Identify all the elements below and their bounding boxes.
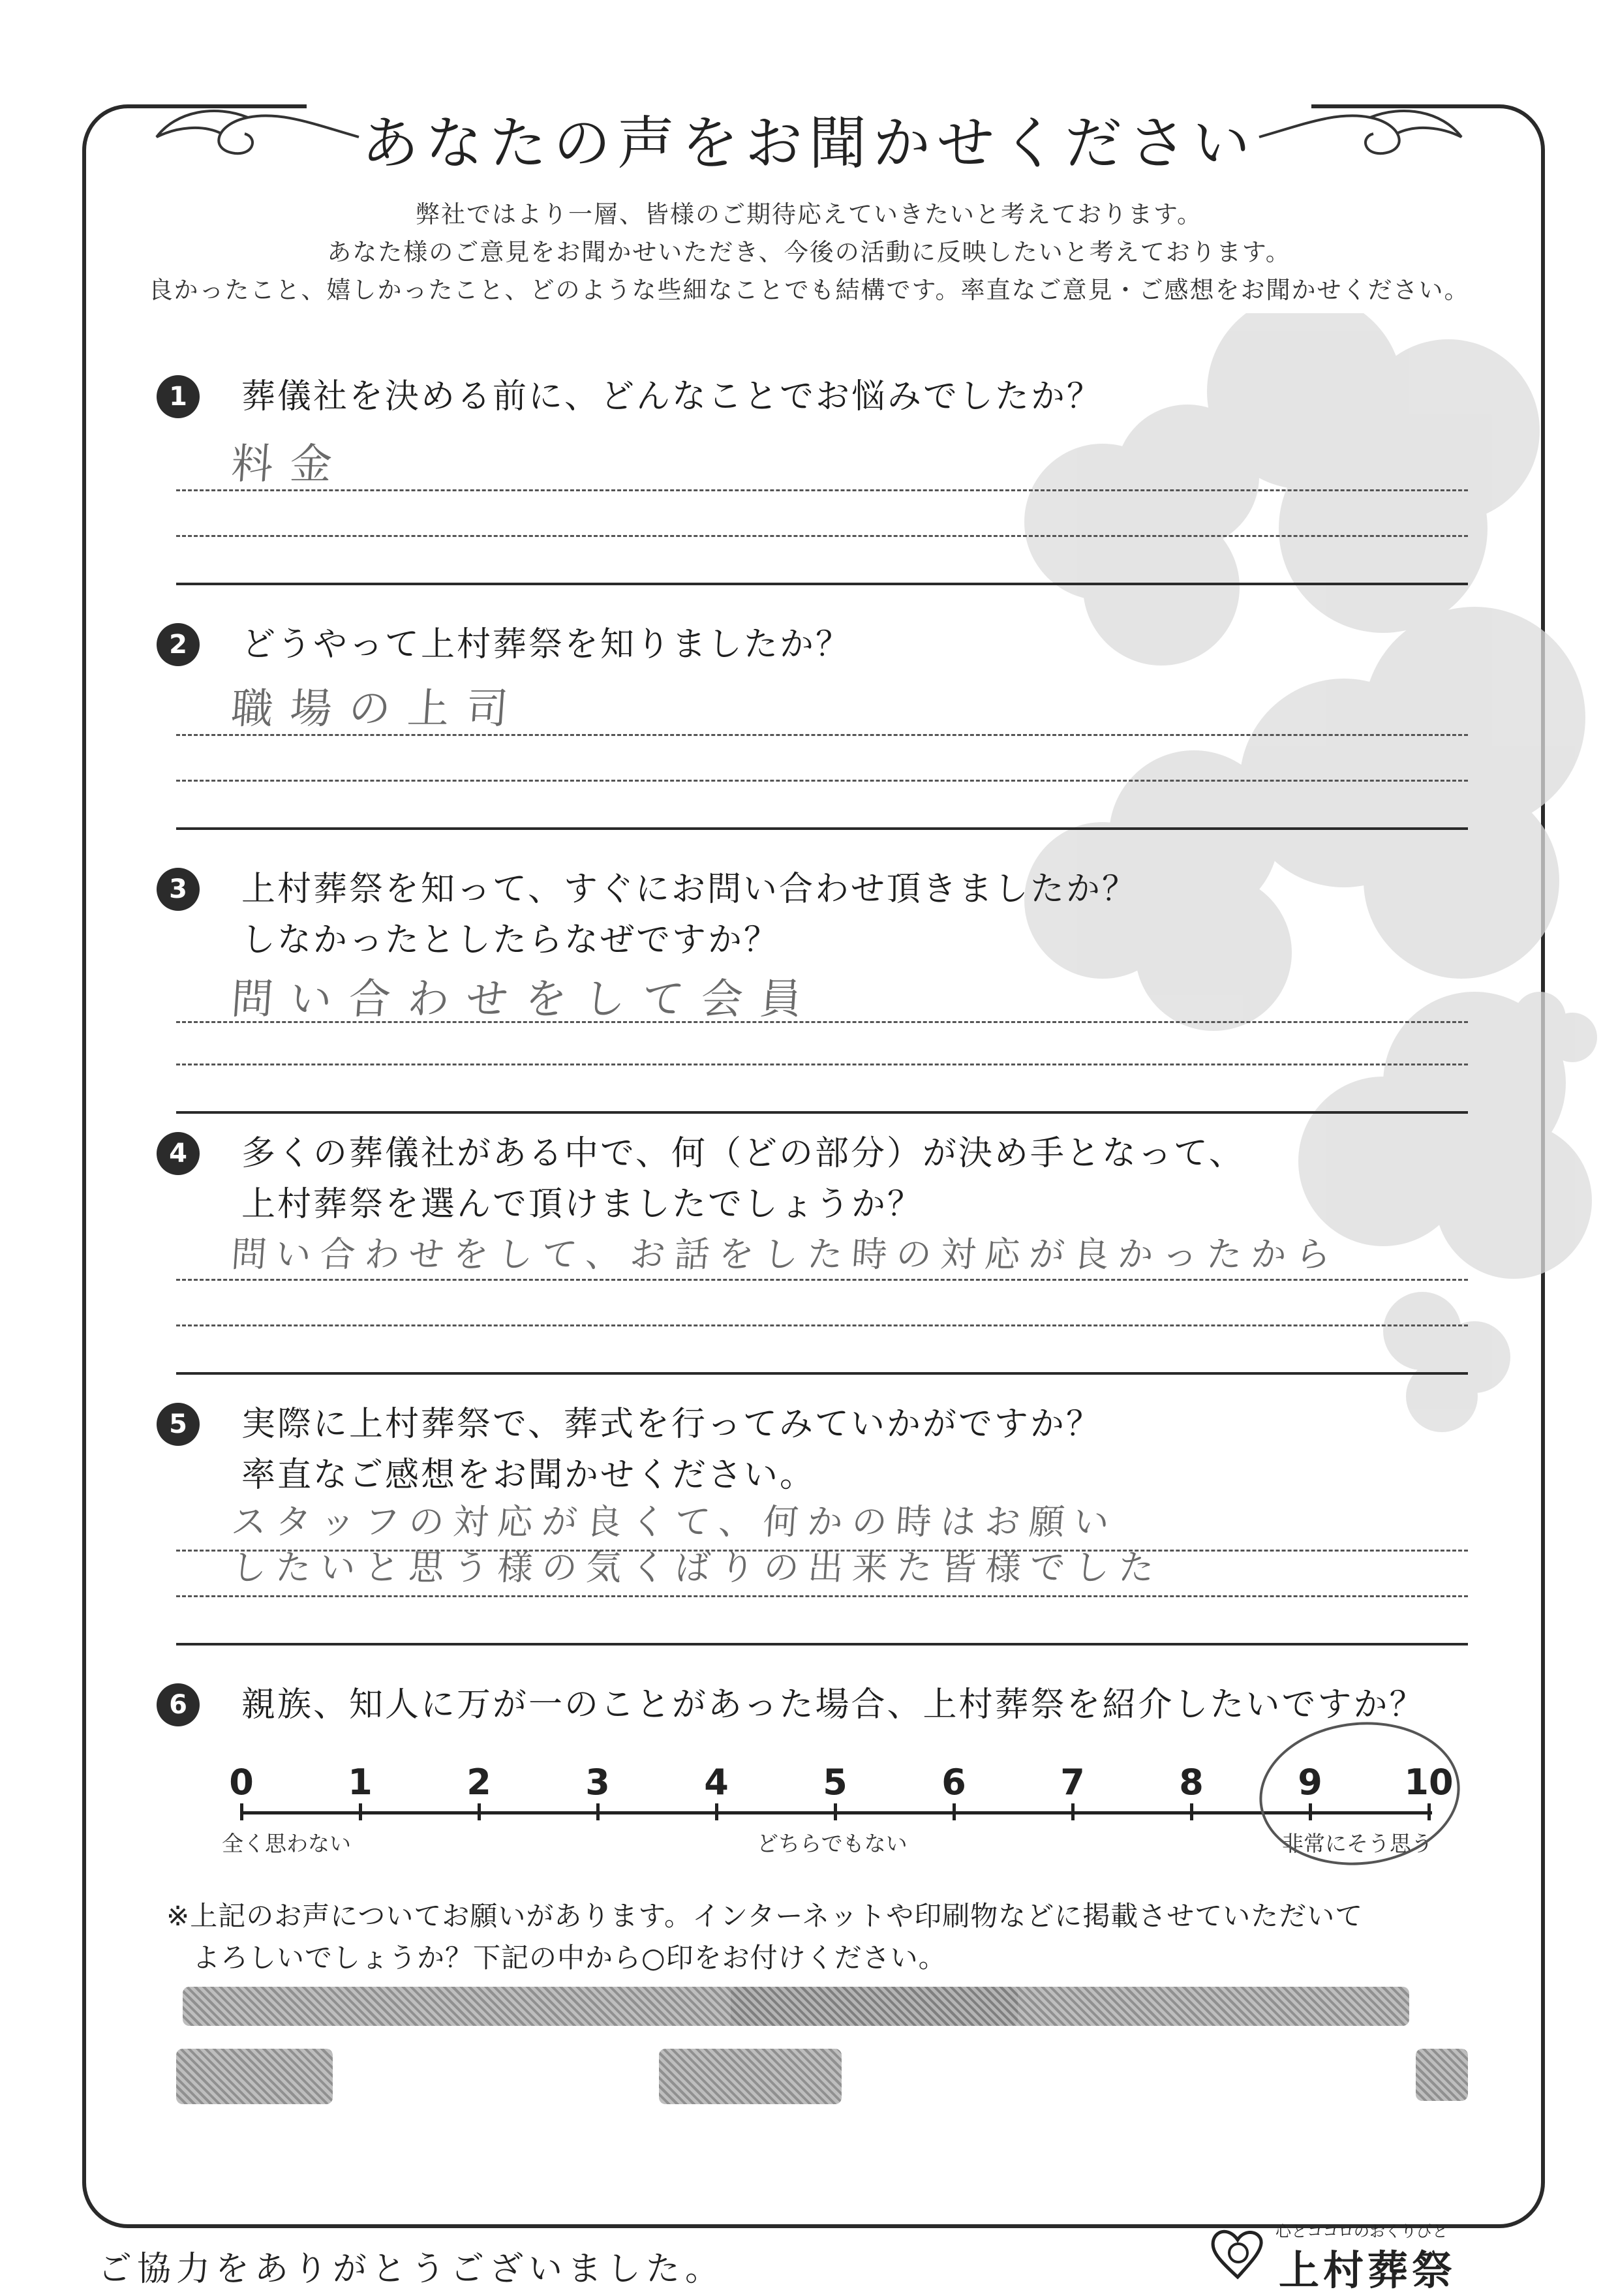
scale-number[interactable]: 10: [1404, 1762, 1454, 1803]
scale-number[interactable]: 2: [466, 1762, 491, 1803]
question-number-badge: 3: [157, 868, 200, 911]
section-divider: [176, 827, 1468, 830]
intro-line: 良かったこと、嬉しかったこと、どのような些細なことでも結構です。率直なご意見・ご感想をお聞かせください。: [148, 276, 1470, 304]
scale-tick: [834, 1803, 837, 1820]
redacted-area: [1416, 2049, 1468, 2101]
redacted-area: [731, 1987, 1409, 2026]
intro-text: [0, 196, 1618, 309]
section-divider: [176, 1111, 1468, 1114]
scale-number[interactable]: 3: [585, 1762, 610, 1803]
answer-line: [176, 780, 1468, 782]
answer-line: [176, 1324, 1468, 1326]
question-text: どうやって上村葬祭を知りましたか？: [241, 625, 852, 664]
question-3: [157, 868, 1474, 1129]
handwritten-answer[interactable]: 料金: [229, 440, 351, 489]
question-5: [157, 1403, 1474, 1664]
question-number-badge: 1: [157, 375, 200, 418]
intro-line: あなた様のご意見をお聞かせいただき、今後の活動に反映したいと考えております。: [327, 238, 1291, 266]
handwritten-answer[interactable]: 職場の上司: [229, 685, 527, 733]
answer-line: [176, 1279, 1468, 1281]
scale-number[interactable]: 5: [823, 1762, 847, 1803]
redacted-area: [176, 2049, 333, 2104]
answer-line: [176, 1595, 1468, 1597]
logo-tagline: 心とココロのおくりびと: [1275, 2222, 1448, 2241]
question-number-badge: 6: [157, 1683, 200, 1726]
handwritten-answer[interactable]: 問い合わせをして、お話をした時の対応が良かったから: [230, 1234, 1341, 1275]
question-number-badge: 4: [157, 1132, 200, 1175]
question-4: [157, 1132, 1474, 1393]
scale-tick: [1071, 1803, 1075, 1820]
question-text: 葬儀社を決める前に、どんなことでお悩みでしたか？: [241, 377, 1103, 416]
scale-number[interactable]: 0: [229, 1762, 254, 1803]
handwritten-answer[interactable]: したいと思う様の気くばりの出来た皆様でした: [230, 1547, 1165, 1588]
company-logo: [1207, 2218, 1520, 2294]
question-text: 実際に上村葬祭で、葬式を行ってみていかがですか？ 率直なご感想をお聞かせください。: [241, 1405, 1102, 1495]
scale-label-high: 非常にそう思う: [1282, 1831, 1433, 1856]
scale-tick: [715, 1803, 718, 1820]
intro-line: 弊社ではより一層、皆様のご期待応えていきたいと考えております。: [415, 200, 1203, 228]
thank-you-message: ご協力をありがとうございました。: [98, 2250, 725, 2289]
answer-line: [176, 734, 1468, 736]
answer-line: [176, 1550, 1468, 1552]
scale-number[interactable]: 8: [1179, 1762, 1204, 1803]
scale-label-low: 全く思わない: [222, 1831, 351, 1856]
question-number-badge: 2: [157, 623, 200, 666]
answer-line: [176, 489, 1468, 491]
page-title: あなたの声をお聞かせください: [361, 110, 1257, 177]
handwritten-answer[interactable]: スタッフの対応が良くて、何かの時はお願い: [230, 1501, 1120, 1542]
redacted-area: [659, 2049, 842, 2104]
section-divider: [176, 583, 1468, 585]
scale-number[interactable]: 9: [1298, 1762, 1322, 1803]
scale-label-mid: どちらでもない: [757, 1831, 908, 1856]
scale-tick: [478, 1803, 481, 1820]
scale-number[interactable]: 1: [348, 1762, 373, 1803]
scale-number[interactable]: 7: [1060, 1762, 1085, 1803]
question-6: [157, 1683, 1474, 1749]
answer-line: [176, 1021, 1468, 1023]
answer-line: [176, 535, 1468, 537]
scale-number[interactable]: 4: [704, 1762, 729, 1803]
scale-tick: [953, 1803, 956, 1820]
scale-tick: [359, 1803, 362, 1820]
handwritten-answer[interactable]: 問い合わせをして会員: [229, 975, 821, 1024]
question-text: 上村葬祭を知って、すぐにお問い合わせ頂きましたか？ しなかったとしたらなぜですか？: [241, 870, 1138, 960]
section-divider: [176, 1372, 1468, 1375]
scale-tick: [240, 1803, 243, 1820]
answer-line: [176, 1064, 1468, 1065]
question-2: [157, 623, 1474, 832]
logo-name: 上村葬祭: [1279, 2246, 1457, 2294]
scale-tick: [596, 1803, 600, 1820]
heart-logo-icon: [1207, 2222, 1269, 2284]
scale-number[interactable]: 6: [941, 1762, 966, 1803]
section-divider: [176, 1643, 1468, 1645]
question-1: [157, 375, 1474, 584]
question-text: 親族、知人に万が一のことがあった場合、上村葬祭を紹介したいですか？: [241, 1685, 1426, 1724]
publication-consent-note: ※上記のお声についてお願いがあります。インターネットや印刷物などに掲載させていただいて よろしいでしょうか？下記の中から○印をお付けください。: [166, 1900, 1364, 1974]
question-number-badge: 5: [157, 1403, 200, 1446]
question-text: 多くの葬儀社がある中で、何（どの部分）が決め手となって、 上村葬祭を選んで頂けましたでしょうか？: [241, 1134, 1245, 1224]
scale-tick: [1190, 1803, 1193, 1820]
